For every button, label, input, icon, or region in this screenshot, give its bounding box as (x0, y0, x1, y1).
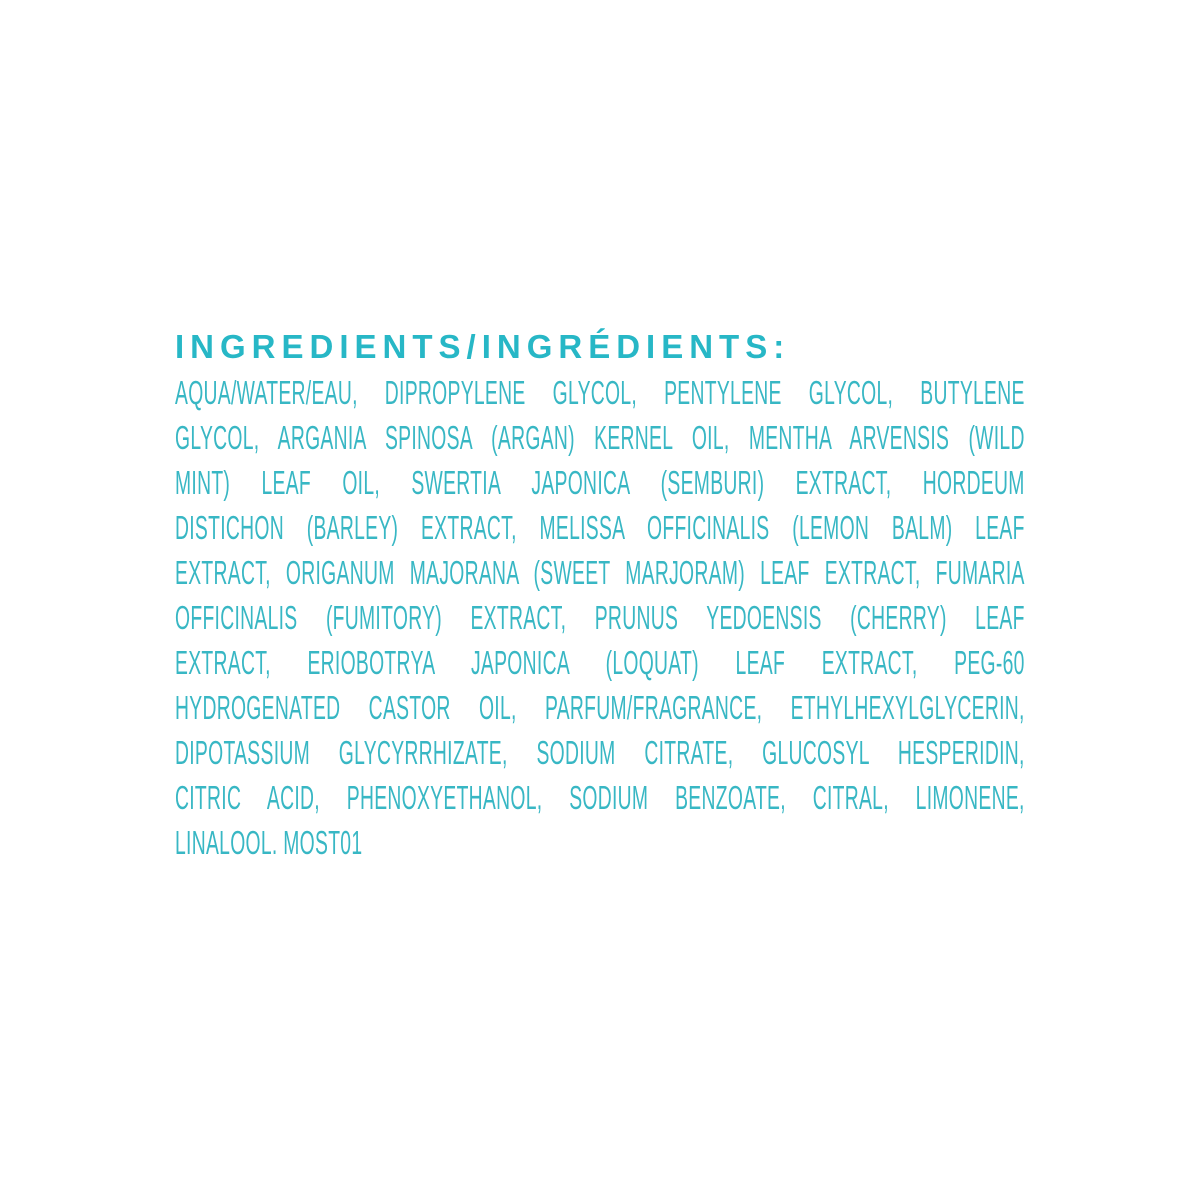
ingredients-line: DIPOTASSIUM GLYCYRRHIZATE, SODIUM CITRATE, GLUCOSYL HESPERIDIN, (175, 734, 1025, 771)
ingredients-heading: INGREDIENTS/INGRÉDIENTS: (175, 328, 791, 365)
ingredients-line: LINALOOL. MOST01 (175, 824, 363, 861)
ingredients-line: EXTRACT, ERIOBOTRYA JAPONICA (LOQUAT) LEAF EXTRACT, PEG-60 (175, 644, 1025, 681)
ingredients-line: GLYCOL, ARGANIA SPINOSA (ARGAN) KERNEL OIL, MENTHA ARVENSIS (WILD (175, 419, 1025, 456)
ingredients-list (175, 370, 1025, 865)
ingredients-line: MINT) LEAF OIL, SWERTIA JAPONICA (SEMBURI) EXTRACT, HORDEUM (175, 464, 1025, 501)
ingredients-line: AQUA/WATER/EAU, DIPROPYLENE GLYCOL, PENTYLENE GLYCOL, BUTYLENE (175, 374, 1025, 411)
ingredients-line: EXTRACT, ORIGANUM MAJORANA (SWEET MARJORAM) LEAF EXTRACT, FUMARIA (175, 554, 1025, 591)
ingredients-line: DISTICHON (BARLEY) EXTRACT, MELISSA OFFICINALIS (LEMON BALM) LEAF (175, 509, 1025, 546)
ingredients-line: OFFICINALIS (FUMITORY) EXTRACT, PRUNUS YEDOENSIS (CHERRY) LEAF (175, 599, 1025, 636)
ingredients-block (175, 326, 1025, 865)
ingredients-line: CITRIC ACID, PHENOXYETHANOL, SODIUM BENZOATE, CITRAL, LIMONENE, (175, 779, 1025, 816)
ingredients-line: HYDROGENATED CASTOR OIL, PARFUM/FRAGRANCE, ETHYLHEXYLGLYCERIN, (175, 689, 1025, 726)
